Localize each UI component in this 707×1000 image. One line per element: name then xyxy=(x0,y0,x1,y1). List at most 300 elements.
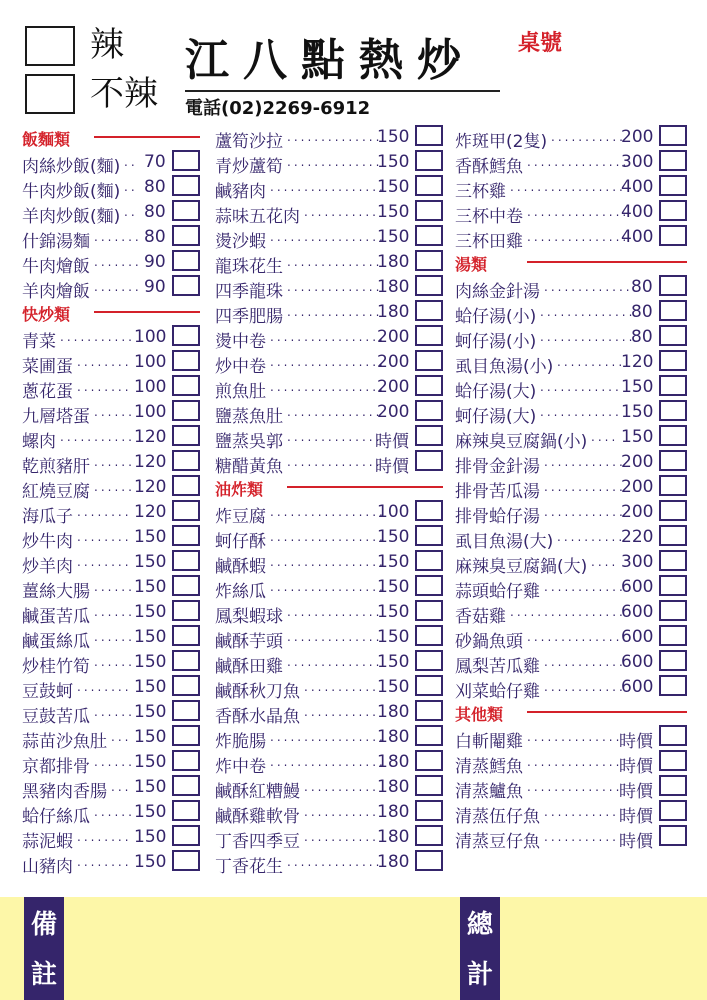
section-title: 湯類 xyxy=(455,255,488,274)
menu-item xyxy=(455,724,687,752)
order-quantity-box[interactable] xyxy=(172,375,200,396)
leader-dots: ....... xyxy=(94,230,142,244)
menu-item-name: 丁香四季豆 xyxy=(215,832,300,852)
menu-item xyxy=(22,549,200,577)
order-quantity-box[interactable] xyxy=(659,125,687,146)
menu-item-name: 蛤仔湯(大) xyxy=(455,382,537,402)
menu-item-name: 清蒸豆仔魚 xyxy=(455,832,540,852)
menu-item-price: 150 xyxy=(377,527,410,547)
menu-item xyxy=(215,199,443,227)
order-quantity-box[interactable] xyxy=(415,250,443,271)
leader-dots: .............. xyxy=(287,430,383,444)
order-quantity-box[interactable] xyxy=(415,775,443,796)
order-quantity-box[interactable] xyxy=(172,650,200,671)
menu-item-name: 鹹豬肉 xyxy=(215,182,266,202)
order-quantity-box[interactable] xyxy=(172,475,200,496)
order-quantity-box[interactable] xyxy=(172,550,200,571)
menu-item xyxy=(455,824,687,852)
leader-dots: .. xyxy=(124,180,138,194)
menu-item-name: 蚵仔酥 xyxy=(215,532,266,552)
leader-dots: .............. xyxy=(287,455,383,469)
menu-item-name: 羊肉炒飯(麵) xyxy=(22,207,121,227)
menu-item-name: 蒜苗沙魚肚 xyxy=(22,732,107,752)
order-quantity-box[interactable] xyxy=(172,675,200,696)
order-quantity-box[interactable] xyxy=(659,500,687,521)
order-quantity-box[interactable] xyxy=(415,325,443,346)
menu-item-price: 時價 xyxy=(375,457,409,477)
menu-item-name: 清蒸鱈魚 xyxy=(455,757,523,777)
order-quantity-box[interactable] xyxy=(172,175,200,196)
order-quantity-box[interactable] xyxy=(415,125,443,146)
order-quantity-box[interactable] xyxy=(172,500,200,521)
leader-dots: ........ xyxy=(77,555,132,569)
section-header xyxy=(22,124,200,149)
leader-dots: ... xyxy=(111,780,132,794)
menu-item-price: 100 xyxy=(134,377,167,397)
leader-dots: ...... xyxy=(94,655,135,669)
menu-item-price: 200 xyxy=(621,452,654,472)
menu-item xyxy=(455,124,687,152)
leader-dots: ............. xyxy=(544,280,633,294)
order-quantity-box[interactable] xyxy=(172,700,200,721)
order-quantity-box[interactable] xyxy=(172,200,200,221)
order-quantity-box[interactable] xyxy=(415,700,443,721)
menu-item-name: 蛤仔湯(小) xyxy=(455,307,537,327)
leader-dots: ........... xyxy=(60,330,135,344)
menu-item xyxy=(215,274,443,302)
leader-dots: ........ xyxy=(77,505,132,519)
menu-item-name: 山豬肉 xyxy=(22,857,73,877)
table-number-label: 桌號 xyxy=(518,31,563,56)
leader-dots: .............. xyxy=(287,605,383,619)
order-quantity-box[interactable] xyxy=(415,200,443,221)
leader-dots: ............ xyxy=(544,505,626,519)
order-quantity-box[interactable] xyxy=(415,600,443,621)
leader-dots: ................. xyxy=(270,355,386,369)
leader-dots: ............ xyxy=(540,380,622,394)
menu-item-price: 150 xyxy=(134,777,167,797)
order-quantity-box[interactable] xyxy=(659,450,687,471)
menu-item-name: 蚵仔湯(大) xyxy=(455,407,537,427)
order-quantity-box[interactable] xyxy=(659,775,687,796)
order-quantity-box[interactable] xyxy=(172,850,200,871)
menu-item-name: 豆鼓苦瓜 xyxy=(22,707,90,727)
menu-column-1 xyxy=(22,124,200,877)
order-quantity-box[interactable] xyxy=(415,725,443,746)
section-header xyxy=(215,474,443,499)
menu-item-price: 180 xyxy=(377,752,410,772)
menu-item xyxy=(455,274,687,302)
menu-item xyxy=(215,549,443,577)
menu-item xyxy=(22,724,200,752)
menu-item-name: 乾煎豬肝 xyxy=(22,457,90,477)
menu-item-price: 150 xyxy=(377,202,410,222)
spicy-label: 辣 xyxy=(90,25,124,65)
leader-dots: ...... xyxy=(94,630,135,644)
leader-dots: ........... xyxy=(304,780,379,794)
menu-item xyxy=(22,399,200,427)
menu-item xyxy=(22,174,200,202)
order-quantity-box[interactable] xyxy=(415,375,443,396)
order-quantity-box[interactable] xyxy=(415,300,443,321)
menu-item xyxy=(455,799,687,827)
order-quantity-box[interactable] xyxy=(659,525,687,546)
order-quantity-box[interactable] xyxy=(659,300,687,321)
order-quantity-box[interactable] xyxy=(172,425,200,446)
leader-dots: .............. xyxy=(287,655,383,669)
leader-dots: ................. xyxy=(510,605,626,619)
order-quantity-box[interactable] xyxy=(415,450,443,471)
order-quantity-box[interactable] xyxy=(172,150,200,171)
menu-item-name: 香酥鱈魚 xyxy=(455,157,523,177)
menu-item-name: 三杯田雞 xyxy=(455,232,523,252)
menu-item xyxy=(215,499,443,527)
leader-dots: ........ xyxy=(77,830,132,844)
order-quantity-box[interactable] xyxy=(415,850,443,871)
menu-item xyxy=(455,674,687,702)
leader-dots: ........ xyxy=(77,380,132,394)
menu-item-price: 180 xyxy=(377,802,410,822)
menu-item-name: 牛肉炒飯(麵) xyxy=(22,182,121,202)
menu-item-name: 薑絲大腸 xyxy=(22,582,90,602)
menu-item-price: 時價 xyxy=(619,782,653,802)
section-divider xyxy=(527,711,687,713)
order-quantity-box[interactable] xyxy=(172,275,200,296)
menu-item-price: 150 xyxy=(134,677,167,697)
order-quantity-box[interactable] xyxy=(659,725,687,746)
menu-item-price: 150 xyxy=(134,527,167,547)
menu-item xyxy=(215,749,443,777)
menu-item xyxy=(215,249,443,277)
menu-item xyxy=(22,599,200,627)
menu-item-price: 180 xyxy=(377,252,410,272)
menu-item-price: 200 xyxy=(377,352,410,372)
menu-item-name: 鹹蛋苦瓜 xyxy=(22,607,90,627)
order-quantity-box[interactable] xyxy=(415,525,443,546)
menu-item-name: 炒桂竹筍 xyxy=(22,657,90,677)
menu-item-price: 150 xyxy=(134,577,167,597)
leader-dots: ........... xyxy=(544,805,619,819)
order-quantity-box[interactable] xyxy=(659,400,687,421)
menu-item-price: 100 xyxy=(134,352,167,372)
menu-item-name: 鹹蛋絲瓜 xyxy=(22,632,90,652)
menu-item-price: 80 xyxy=(631,277,653,297)
leader-dots: ....... xyxy=(94,255,142,269)
menu-item-name: 炸脆腸 xyxy=(215,732,266,752)
order-quantity-box[interactable] xyxy=(172,250,200,271)
section-divider xyxy=(287,486,443,488)
menu-item xyxy=(22,824,200,852)
menu-item-name: 砂鍋魚頭 xyxy=(455,632,523,652)
order-quantity-box[interactable] xyxy=(172,350,200,371)
menu-item-price: 300 xyxy=(621,152,654,172)
menu-item-name: 鹽蒸吳郭 xyxy=(215,432,283,452)
menu-item xyxy=(22,774,200,802)
leader-dots: ........ xyxy=(77,855,132,869)
menu-item-name: 白斬閹雞 xyxy=(455,732,523,752)
leader-dots: .............. xyxy=(287,305,383,319)
leader-dots: ........... xyxy=(551,130,626,144)
menu-item-price: 150 xyxy=(377,677,410,697)
menu-item-name: 鳳梨苦瓜雞 xyxy=(455,657,540,677)
order-quantity-box[interactable] xyxy=(172,400,200,421)
menu-item xyxy=(455,324,687,352)
leader-dots: .............. xyxy=(540,305,636,319)
menu-item xyxy=(215,349,443,377)
menu-item-price: 150 xyxy=(134,702,167,722)
order-quantity-box[interactable] xyxy=(659,275,687,296)
order-quantity-box[interactable] xyxy=(659,225,687,246)
menu-item-price: 150 xyxy=(377,577,410,597)
menu-item-name: 鹹酥雞軟骨 xyxy=(215,807,300,827)
menu-item-price: 600 xyxy=(621,627,654,647)
order-quantity-box[interactable] xyxy=(659,150,687,171)
menu-item-price: 80 xyxy=(144,202,166,222)
leader-dots: .... xyxy=(591,555,619,569)
menu-item-price: 300 xyxy=(621,552,654,572)
menu-item xyxy=(455,449,687,477)
menu-item-name: 炸斑甲(2隻) xyxy=(455,132,548,152)
not-spicy-checkbox[interactable] xyxy=(25,74,75,114)
order-quantity-box[interactable] xyxy=(415,625,443,646)
order-quantity-box[interactable] xyxy=(659,750,687,771)
order-quantity-box[interactable] xyxy=(415,350,443,371)
order-quantity-box[interactable] xyxy=(659,350,687,371)
menu-item xyxy=(22,474,200,502)
order-quantity-box[interactable] xyxy=(415,225,443,246)
menu-item-name: 鳳梨蝦球 xyxy=(215,607,283,627)
order-quantity-box[interactable] xyxy=(659,675,687,696)
menu-item-name: 菜圃蛋 xyxy=(22,357,73,377)
order-quantity-box[interactable] xyxy=(415,750,443,771)
menu-item-price: 600 xyxy=(621,577,654,597)
menu-item-name: 鹽蒸魚肚 xyxy=(215,407,283,427)
menu-item-name: 螺肉 xyxy=(22,432,56,452)
section-title: 油炸類 xyxy=(215,480,264,499)
menu-item xyxy=(215,599,443,627)
menu-item xyxy=(215,424,443,452)
menu-item xyxy=(22,649,200,677)
order-quantity-box[interactable] xyxy=(172,725,200,746)
menu-item-name: 蚵仔湯(小) xyxy=(455,332,537,352)
menu-item-price: 100 xyxy=(134,327,167,347)
section-divider xyxy=(94,311,200,313)
menu-item-price: 150 xyxy=(134,652,167,672)
menu-item xyxy=(22,799,200,827)
leader-dots: .... xyxy=(591,430,619,444)
order-quantity-box[interactable] xyxy=(659,800,687,821)
order-quantity-box[interactable] xyxy=(659,475,687,496)
menu-item xyxy=(455,774,687,802)
menu-item xyxy=(22,699,200,727)
menu-item-name: 鹹酥紅糟鰻 xyxy=(215,782,300,802)
leader-dots: ........... xyxy=(304,705,379,719)
order-quantity-box[interactable] xyxy=(659,175,687,196)
footer-notes-area xyxy=(0,897,707,1000)
order-quantity-box[interactable] xyxy=(659,550,687,571)
menu-item-price: 600 xyxy=(621,677,654,697)
menu-item xyxy=(215,399,443,427)
leader-dots: ...... xyxy=(94,455,135,469)
menu-item xyxy=(22,224,200,252)
menu-item-name: 清蒸鱸魚 xyxy=(455,782,523,802)
order-quantity-box[interactable] xyxy=(172,600,200,621)
menu-item xyxy=(215,824,443,852)
order-quantity-box[interactable] xyxy=(659,375,687,396)
menu-item-name: 炒中卷 xyxy=(215,357,266,377)
order-quantity-box[interactable] xyxy=(659,825,687,846)
order-quantity-box[interactable] xyxy=(172,450,200,471)
menu-item-name: 排骨蛤仔湯 xyxy=(455,507,540,527)
menu-item-price: 180 xyxy=(377,702,410,722)
leader-dots: ...... xyxy=(94,705,135,719)
menu-item-name: 蘆筍沙拉 xyxy=(215,132,283,152)
menu-item-price: 150 xyxy=(134,627,167,647)
menu-item-name: 三杯雞 xyxy=(455,182,506,202)
leader-dots: ...... xyxy=(94,805,135,819)
menu-item-price: 150 xyxy=(621,377,654,397)
menu-item-name: 燙中卷 xyxy=(215,332,266,352)
order-quantity-box[interactable] xyxy=(172,775,200,796)
menu-item xyxy=(455,574,687,602)
menu-item xyxy=(455,149,687,177)
order-quantity-box[interactable] xyxy=(415,825,443,846)
order-quantity-box[interactable] xyxy=(415,575,443,596)
menu-item-price: 150 xyxy=(621,427,654,447)
menu-item-name: 炒牛肉 xyxy=(22,532,73,552)
menu-column-3 xyxy=(455,124,687,852)
menu-item xyxy=(22,374,200,402)
menu-item xyxy=(455,299,687,327)
menu-item-price: 150 xyxy=(377,227,410,247)
menu-item-price: 90 xyxy=(144,252,166,272)
phone-number: 電話(02)2269-6912 xyxy=(185,98,371,119)
leader-dots: ........... xyxy=(304,680,379,694)
menu-item-name: 四季肥腸 xyxy=(215,307,283,327)
leader-dots: ................. xyxy=(270,530,386,544)
order-quantity-box[interactable] xyxy=(172,525,200,546)
restaurant-name: 江八點熱炒 xyxy=(185,35,475,86)
menu-item xyxy=(455,749,687,777)
order-quantity-box[interactable] xyxy=(415,500,443,521)
menu-item-name: 蒜頭蛤仔雞 xyxy=(455,582,540,602)
menu-item-price: 600 xyxy=(621,602,654,622)
order-quantity-box[interactable] xyxy=(172,325,200,346)
leader-dots: ................. xyxy=(270,505,386,519)
order-quantity-box[interactable] xyxy=(172,825,200,846)
menu-item xyxy=(215,799,443,827)
order-quantity-box[interactable] xyxy=(415,650,443,671)
section-title: 其他類 xyxy=(455,705,504,724)
order-quantity-box[interactable] xyxy=(172,625,200,646)
menu-item xyxy=(215,849,443,877)
menu-item-price: 180 xyxy=(377,852,410,872)
order-quantity-box[interactable] xyxy=(659,600,687,621)
menu-item xyxy=(455,199,687,227)
leader-dots: ........... xyxy=(304,805,379,819)
order-quantity-box[interactable] xyxy=(172,800,200,821)
section-title: 飯麵類 xyxy=(22,130,71,149)
leader-dots: ...... xyxy=(94,580,135,594)
menu-item-name: 炸豆腐 xyxy=(215,507,266,527)
menu-item xyxy=(22,524,200,552)
order-quantity-box[interactable] xyxy=(415,150,443,171)
order-quantity-box[interactable] xyxy=(415,675,443,696)
menu-item-price: 120 xyxy=(134,477,167,497)
leader-dots: ................. xyxy=(270,380,386,394)
leader-dots: .............. xyxy=(287,405,383,419)
menu-item-price: 180 xyxy=(377,727,410,747)
menu-item-name: 丁香花生 xyxy=(215,857,283,877)
menu-item-price: 時價 xyxy=(375,432,409,452)
menu-item-name: 炸絲瓜 xyxy=(215,582,266,602)
order-quantity-box[interactable] xyxy=(415,550,443,571)
order-quantity-box[interactable] xyxy=(172,575,200,596)
order-quantity-box[interactable] xyxy=(659,575,687,596)
leader-dots: ................. xyxy=(270,555,386,569)
menu-item-price: 150 xyxy=(377,552,410,572)
menu-item-name: 蛤仔絲瓜 xyxy=(22,807,90,827)
menu-item-price: 150 xyxy=(134,802,167,822)
order-quantity-box[interactable] xyxy=(415,275,443,296)
order-quantity-box[interactable] xyxy=(659,200,687,221)
menu-item-price: 150 xyxy=(377,627,410,647)
menu-item-price: 時價 xyxy=(619,832,653,852)
menu-item-price: 150 xyxy=(134,552,167,572)
menu-item xyxy=(455,224,687,252)
leader-dots: ...... xyxy=(94,480,135,494)
order-quantity-box[interactable] xyxy=(172,225,200,246)
menu-item-price: 150 xyxy=(621,402,654,422)
menu-item-price: 150 xyxy=(377,177,410,197)
menu-item-name: 青菜 xyxy=(22,332,56,352)
leader-dots: ............... xyxy=(527,205,630,219)
menu-item-name: 煎魚肚 xyxy=(215,382,266,402)
order-quantity-box[interactable] xyxy=(415,400,443,421)
menu-item-price: 80 xyxy=(631,327,653,347)
menu-column-2 xyxy=(215,124,443,877)
menu-item-price: 150 xyxy=(134,827,167,847)
leader-dots: ...... xyxy=(94,755,135,769)
menu-item xyxy=(22,849,200,877)
menu-item-name: 炒羊肉 xyxy=(22,557,73,577)
order-quantity-box[interactable] xyxy=(415,800,443,821)
order-quantity-box[interactable] xyxy=(659,625,687,646)
menu-item-price: 200 xyxy=(621,127,654,147)
order-quantity-box[interactable] xyxy=(659,425,687,446)
menu-item-price: 180 xyxy=(377,302,410,322)
menu-item-price: 時價 xyxy=(619,757,653,777)
menu-item-name: 四季龍珠 xyxy=(215,282,283,302)
leader-dots: ............ xyxy=(544,580,626,594)
order-quantity-box[interactable] xyxy=(659,325,687,346)
spicy-checkbox[interactable] xyxy=(25,26,75,66)
order-quantity-box[interactable] xyxy=(415,425,443,446)
section-header xyxy=(455,249,687,274)
order-quantity-box[interactable] xyxy=(415,175,443,196)
menu-item-price: 80 xyxy=(631,302,653,322)
menu-item-name: 紅燒豆腐 xyxy=(22,482,90,502)
menu-item-name: 青炒蘆筍 xyxy=(215,157,283,177)
menu-item xyxy=(22,324,200,352)
menu-item-price: 80 xyxy=(144,177,166,197)
total-label: 總 計 xyxy=(460,897,500,1000)
leader-dots: ........... xyxy=(60,430,135,444)
leader-dots: .. xyxy=(124,155,138,169)
not-spicy-label: 不辣 xyxy=(90,74,158,114)
order-quantity-box[interactable] xyxy=(659,650,687,671)
order-quantity-box[interactable] xyxy=(172,750,200,771)
